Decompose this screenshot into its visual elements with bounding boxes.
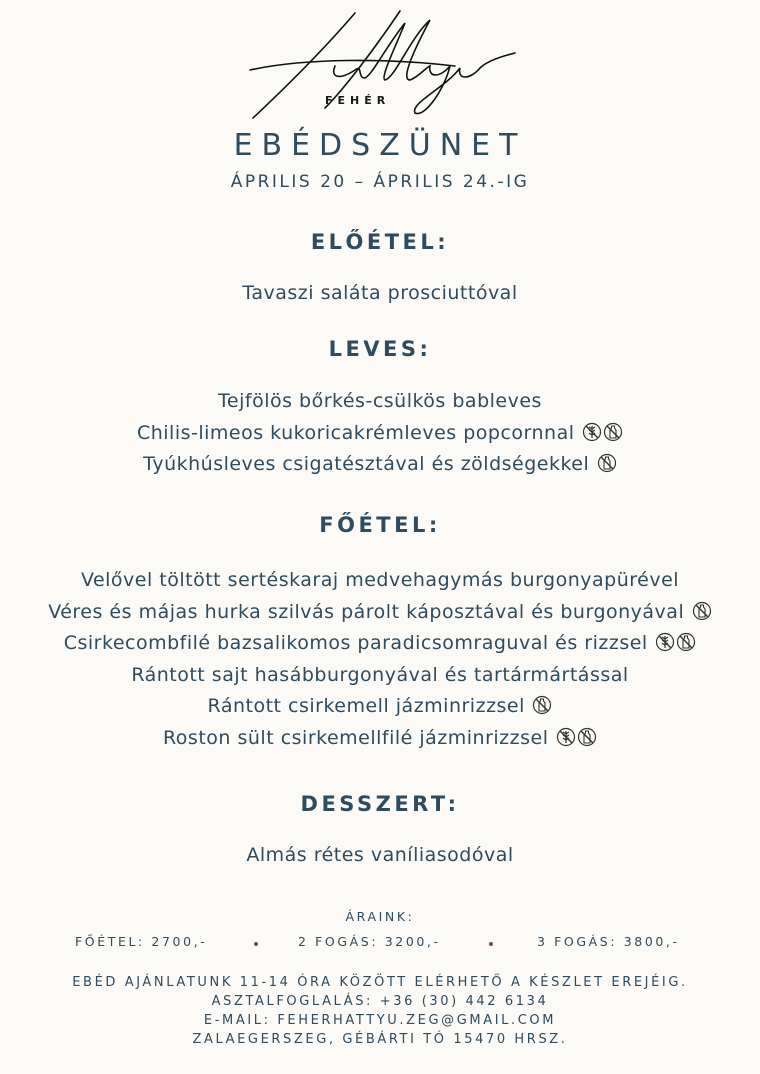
dish-name: Roston sült csirkemellfilé jázminrizzsel (162, 726, 549, 749)
dish-list (0, 386, 760, 481)
section-heading: ELŐÉTEL: (310, 230, 450, 254)
lactose-free-icon (603, 422, 623, 442)
date-range: ÁPRILIS 20 – ÁPRILIS 24.-IG (230, 172, 530, 192)
dish-name: Rántott sajt hasábburgonyával és tartármártással (131, 663, 629, 686)
dish-list (0, 278, 760, 310)
dish-name: Csirkecombfilé bazsalikomos paradicsomraguval és rizzsel (63, 632, 648, 654)
dish-name: Rántott csirkemell jázminrizzsel (207, 695, 525, 717)
prices-heading: ÁRAINK: (345, 909, 415, 924)
section-heading: FŐÉTEL: (319, 513, 441, 537)
dish-item (0, 628, 760, 660)
dish-item (0, 723, 760, 755)
price-main-course: FŐÉTEL: 2700,- (75, 934, 208, 949)
gluten-free-icon (582, 422, 602, 442)
section-heading: DESSZERT: (300, 792, 460, 816)
dish-item (0, 386, 760, 418)
gluten-free-icon (556, 727, 576, 747)
footer-email: E-MAIL: FEHERHATTYU.ZEG@GMAIL.COM (203, 1013, 557, 1028)
footer-availability: EBÉD AJÁNLATUNK 11-14 ÓRA KÖZÖTT ELÉRHETŐ A KÉSZLET EREJÉIG. (72, 975, 688, 990)
lactose-free-icon (676, 632, 696, 652)
logo-subtitle: FEHÉR (325, 94, 391, 107)
dish-item (0, 565, 760, 597)
dish-name: Almás rétes vaníliasodóval (246, 844, 514, 866)
footer-address: ZALAEGERSZEG, GÉBÁRTI TÓ 15470 HRSZ. (192, 1032, 568, 1047)
lactose-free-icon (577, 727, 597, 747)
dish-name: Tyúkhúsleves csigatésztával és zöldségekkel (143, 453, 590, 475)
dish-list (0, 565, 760, 754)
dish-name: Chilis-limeos kukoricakrémleves popcornnal (136, 421, 575, 444)
price-three-courses: 3 FOGÁS: 3800,- (537, 934, 680, 949)
bullet-separator (254, 942, 258, 946)
dish-name: Tavaszi saláta prosciuttóval (242, 282, 518, 304)
dish-list (0, 840, 760, 872)
dish-item (0, 691, 760, 723)
price-two-courses: 2 FOGÁS: 3200,- (298, 934, 441, 949)
dish-name: Velővel töltött sertéskaraj medvehagymás burgonyapürével (80, 569, 680, 591)
prices-row (0, 934, 760, 954)
dish-item (0, 418, 760, 450)
section-heading: LEVES: (328, 337, 432, 361)
lactose-free-icon (692, 601, 712, 621)
dish-item (0, 449, 760, 481)
bullet-separator (489, 942, 493, 946)
footer-info (0, 973, 760, 1049)
dish-name: Véres és májas hurka szilvás párolt káposztával és burgonyával (48, 600, 685, 623)
lactose-free-icon (597, 453, 617, 473)
gluten-free-icon (655, 632, 675, 652)
dish-item (0, 840, 760, 872)
lactose-free-icon (532, 695, 552, 715)
dish-item (0, 660, 760, 692)
dish-item (0, 597, 760, 629)
dish-name: Tejfölös bőrkés-csülkös bableves (218, 390, 542, 412)
footer-reservation: ASZTALFOGLALÁS: +36 (30) 442 6134 (211, 994, 549, 1009)
page-title: EBÉDSZÜNET (233, 128, 527, 163)
dish-item (0, 278, 760, 310)
